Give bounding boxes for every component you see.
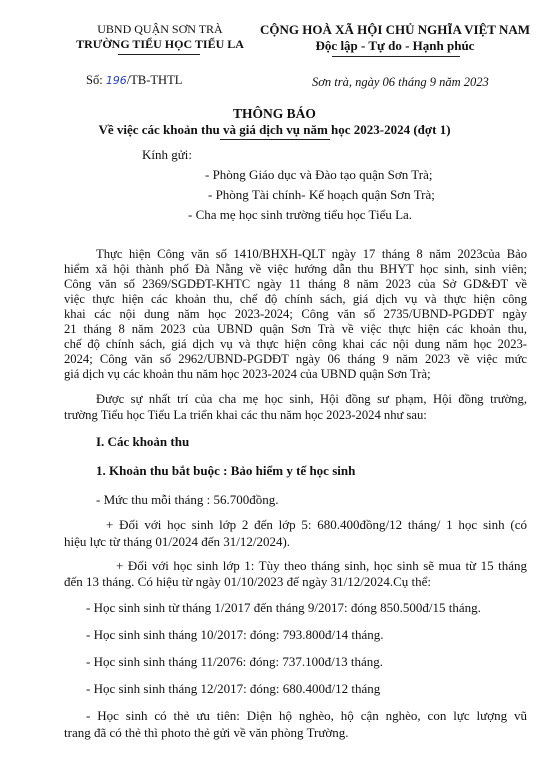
para1-line: giá dịch vụ các khoản thu năm học 2023-2024 của UBND quận Sơn Trà;: [64, 367, 431, 381]
priority-line: - Học sinh có thẻ ưu tiên: Diện hộ nghèo, hộ cận nghèo, con lực lượng vũ: [86, 708, 527, 723]
motto-underline: [332, 56, 460, 57]
org-school: TRƯỜNG TIỂU HỌC TIỂU LA: [76, 37, 244, 51]
para1-line: hiểm xã hội thành phố Đà Nẵng về việc hướng dẫn thu BHYT học sinh, sinh viên;: [64, 262, 527, 276]
doc-number-handwritten: 196: [105, 74, 127, 87]
fee-monthly: - Mức thu mỗi tháng : 56.700đồng.: [96, 492, 279, 507]
grade2to5-line: + Đối với học sinh lớp 2 đến lớp 5: 680.400đồng/12 tháng/ 1 học sinh (có: [106, 517, 527, 532]
para2-line: trường Tiểu học Tiểu La triển khai các thu năm học 2023-2024 như sau:: [64, 408, 427, 422]
birth-item: - Học sinh sinh từ tháng 1/2017 đến tháng 9/2017: đóng 850.500đ/15 tháng.: [86, 600, 481, 615]
notice-title: THÔNG BÁO: [233, 106, 316, 121]
grade2to5-line: hiệu lực từ tháng 01/2024 đến 31/12/2024).: [64, 534, 291, 549]
subsection-heading: 1. Khoản thu bắt buộc : Bảo hiểm y tế học sinh: [96, 463, 356, 478]
para1-line: 21 tháng 8 năm 2023 của UBND quận Sơn Trà về việc thực hiện các khoản thu,: [64, 322, 527, 336]
para1-line: 2024; Công văn số 2962/UBND-PGDĐT ngày 06 tháng 9 năm 2023 về việc mức: [64, 352, 527, 366]
para1-line: khai các nội dung năm học 2023-2024; Công văn số 2735/UBND-PGDĐT ngày: [64, 307, 527, 321]
grade1-line: + Đối với học sinh lớp 1: Tùy theo tháng sinh, học sinh sẽ mua từ 15 tháng: [116, 558, 527, 573]
para1-line: Thực hiện Công văn số 1410/BHXH-QLT ngày 17 tháng 8 năm 2023của Bảo: [96, 247, 527, 261]
doc-number-suffix: /TB-THTL: [126, 73, 183, 87]
recipient-item: - Cha mẹ học sinh trường tiểu học Tiểu La.: [188, 207, 413, 222]
greeting: Kính gửi:: [142, 147, 193, 162]
para1-line: chế độ chính sách, giá dịch vụ và thực hiện công khai các nội dung năm học 2023-: [64, 337, 527, 351]
title-underline: [220, 139, 330, 140]
para1-line: Công văn số 2369/SGDĐT-KHTC ngày 11 tháng 8 năm 2023 của Sở GD&ĐT về: [64, 277, 527, 291]
priority-line: trang đã có thẻ thì photo thẻ gửi về văn phòng Trường.: [64, 725, 349, 740]
section-heading: I. Các khoản thu: [96, 434, 190, 449]
grade1-line: đến 13 tháng. Có hiệu từ ngày 01/10/2023 đế ngày 31/12/2024.Cụ thể:: [64, 574, 432, 589]
recipient-item: - Phòng Giáo dục và Đào tạo quận Sơn Trà;: [205, 167, 433, 182]
recipient-item: - Phòng Tài chính- Kế hoạch quận Sơn Trà;: [208, 187, 435, 202]
motto: Độc lập - Tự do - Hạnh phúc: [315, 38, 475, 53]
org-underline: [118, 54, 200, 55]
para2-line: Được sự nhất trí của cha mẹ học sinh, Hội đồng sư phạm, Hội đồng trường,: [96, 392, 527, 406]
place-date: Sơn trà, ngày 06 tháng 9 năm 2023: [312, 75, 489, 89]
doc-number: [86, 73, 182, 88]
nation-title: CỘNG HOÀ XÃ HỘI CHỦ NGHĨA VIỆT NAM: [259, 22, 531, 37]
para1-line: việc thực hiện các khoản thu, chế độ chính sách, giá dịch vụ và thực hiện công: [64, 292, 527, 306]
notice-subtitle: Về việc các khoản thu và giá dịch vụ năm học 2023-2024 (đợt 1): [98, 122, 451, 137]
doc-number-prefix: Số:: [86, 73, 103, 87]
org-parent: UBND QUẬN SƠN TRÀ: [97, 22, 223, 36]
birth-item: - Học sinh sinh tháng 12/2017: đóng: 680.400đ/12 tháng: [86, 681, 381, 696]
birth-item: - Học sinh sinh tháng 10/2017: đóng: 793.800đ/14 tháng.: [86, 627, 384, 642]
birth-item: - Học sinh sinh tháng 11/2076: đóng: 737.100đ/13 tháng.: [86, 654, 384, 669]
